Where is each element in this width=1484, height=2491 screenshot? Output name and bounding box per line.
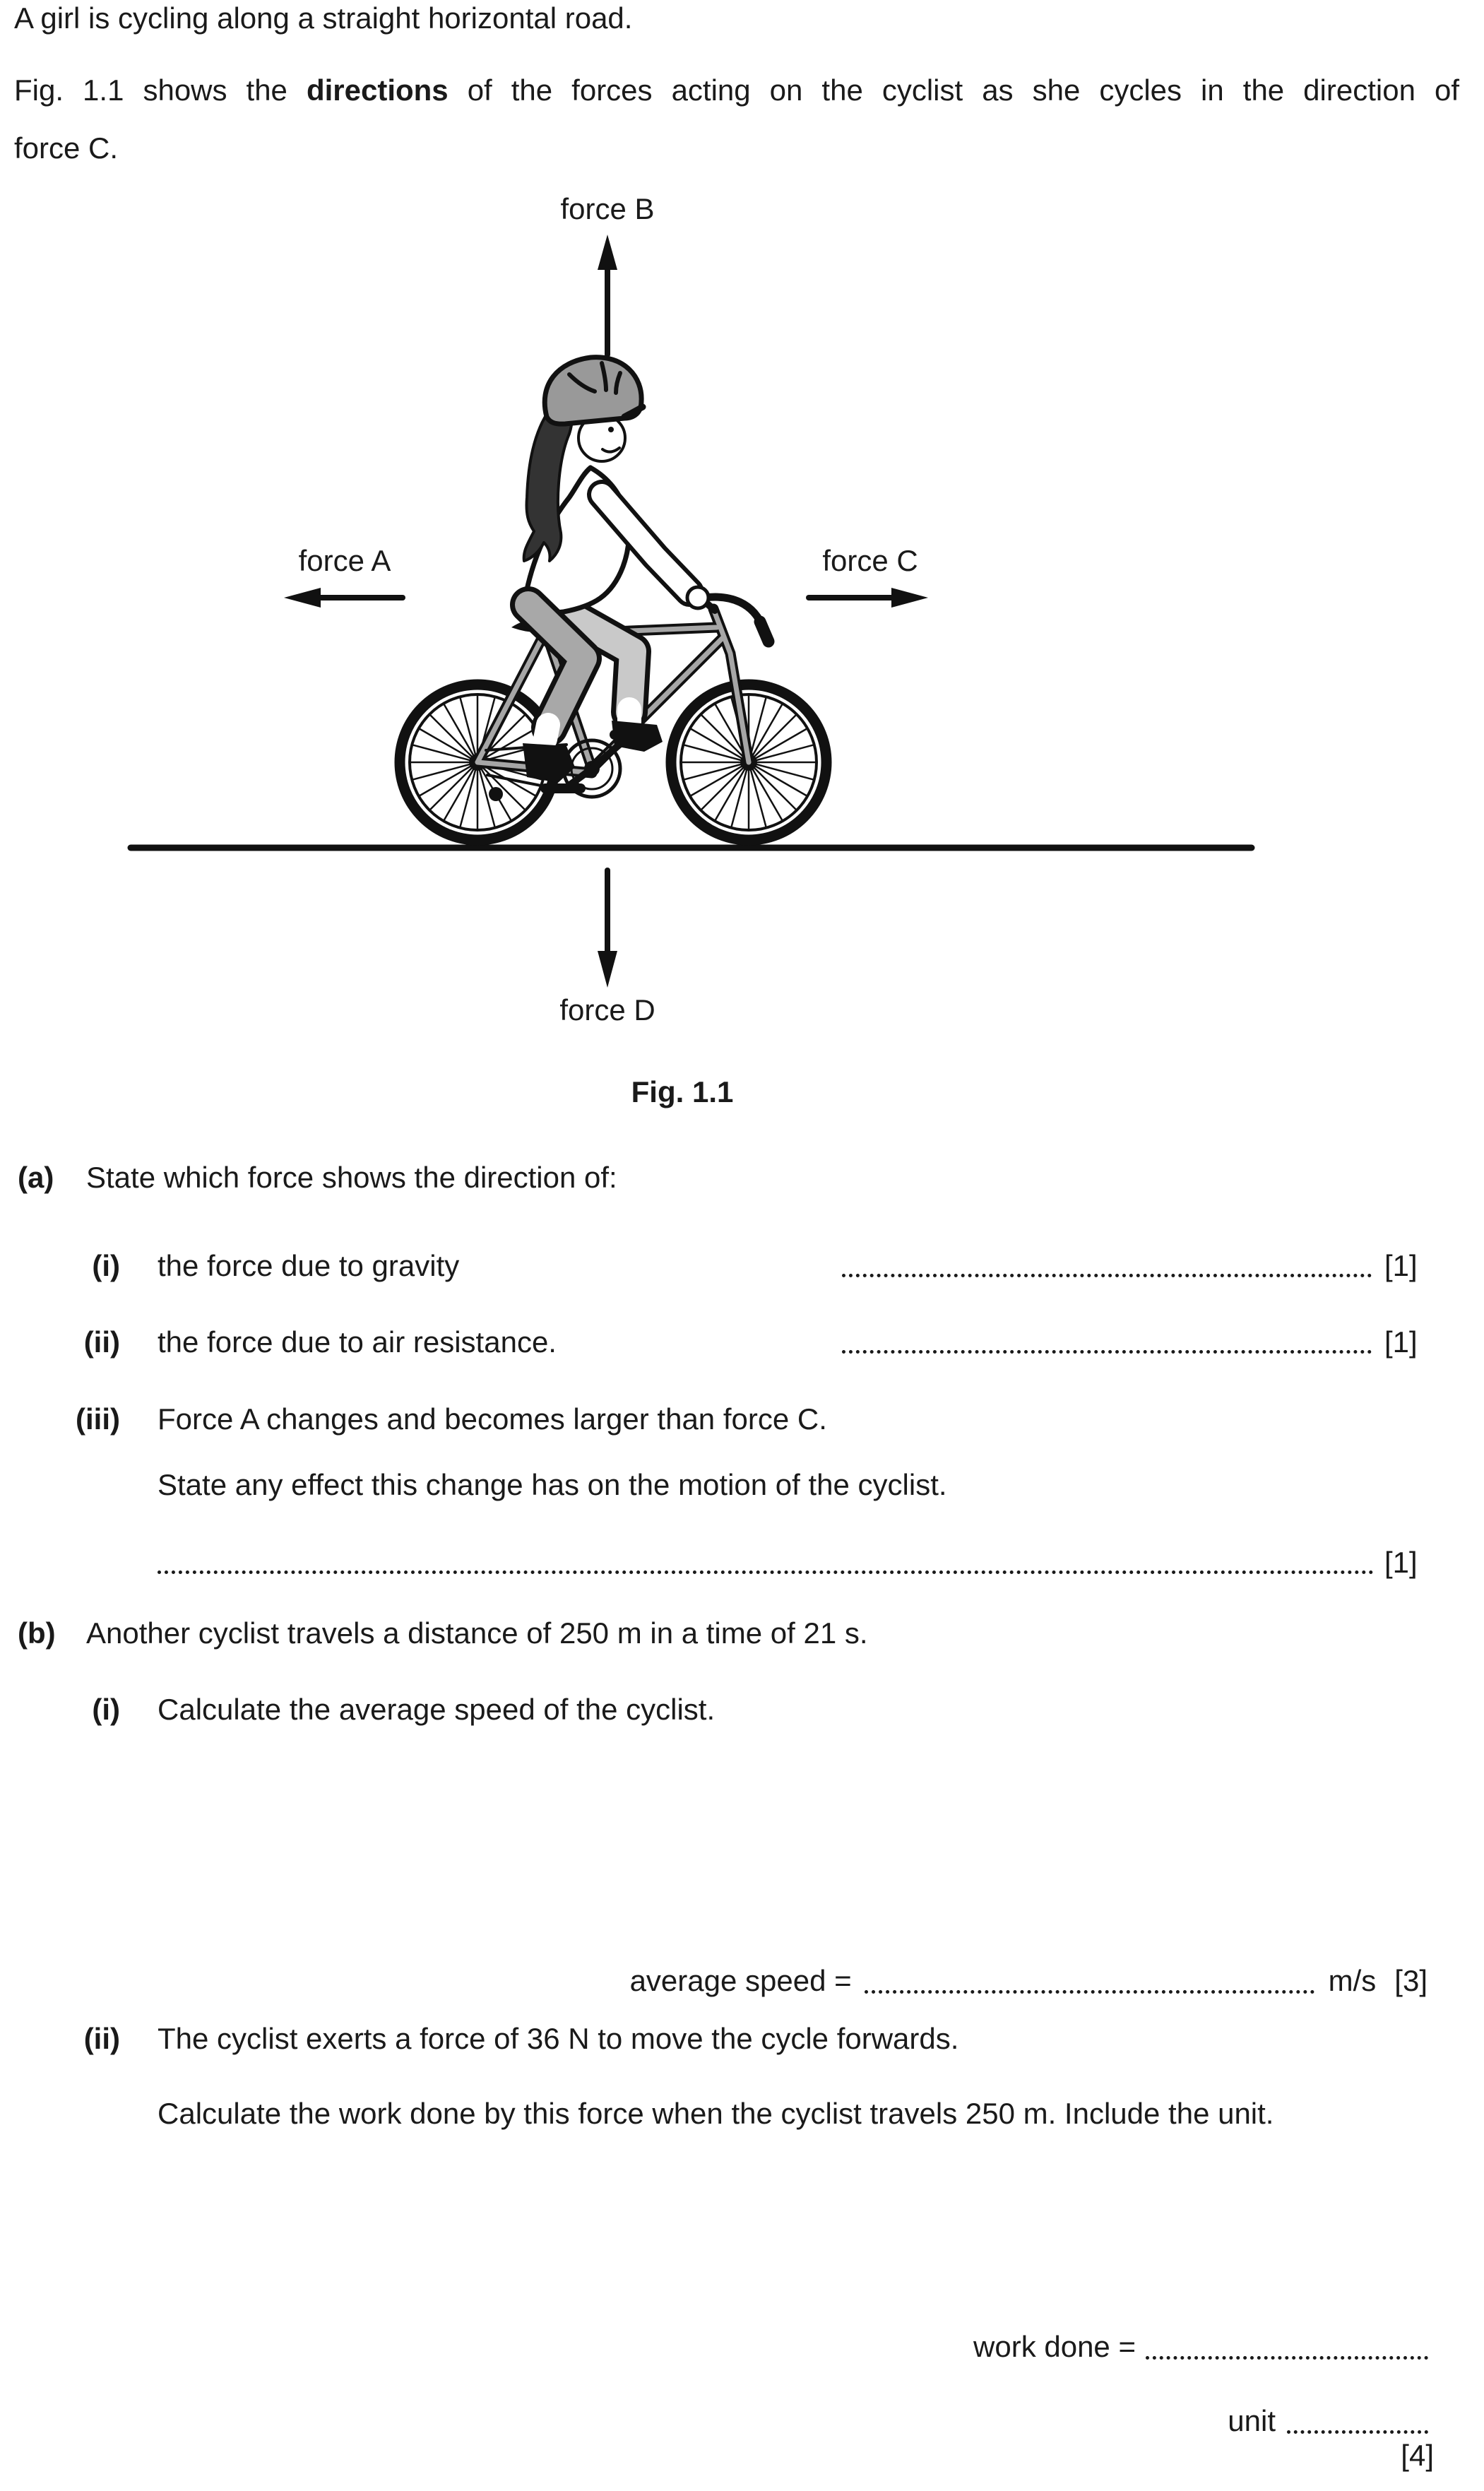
fig-sentence-pre: Fig. 1.1 shows the (14, 73, 307, 107)
average-speed-label: average speed = (629, 1964, 852, 1997)
derailleur (489, 787, 503, 801)
part-b-ii-marker: (ii) (83, 2022, 120, 2055)
fig-reference-sentence-line2: force C. (14, 131, 119, 165)
part-a-ii-mark: [1] (1384, 1325, 1418, 1359)
work-done-answer-row (973, 2330, 1428, 2364)
part-a-iii-mark: [1] (1384, 1546, 1418, 1579)
part-a-i-mark: [1] (1384, 1249, 1418, 1282)
part-a-prompt: State which force shows the direction of: (86, 1161, 617, 1194)
part-a-ii-answer-line (842, 1324, 1372, 1354)
part-b-ii-text: The cyclist exerts a force of 36 N to move the cycle forwards. (158, 2022, 959, 2055)
part-b-ii-mark: [4] (1401, 2439, 1434, 2472)
work-done-label: work done = (973, 2330, 1136, 2363)
force-a-label: force A (298, 544, 391, 577)
part-a-i-text: the force due to gravity (158, 1249, 460, 1282)
force-c-label: force C (822, 544, 918, 577)
part-a-i-marker: (i) (92, 1249, 120, 1282)
average-speed-answer-line (865, 1968, 1314, 1994)
part-b-marker: (b) (18, 1616, 56, 1650)
part-a-iii-answer-line (158, 1544, 1374, 1574)
part-a-iii-marker: (iii) (76, 1402, 120, 1436)
fig-sentence-bold-word: directions (306, 73, 449, 107)
part-a-iii-text: Force A changes and becomes larger than force C. (158, 1402, 827, 1436)
fig-sentence-post: of the forces acting on the cyclist as she cycles in the direction of (448, 73, 1459, 107)
part-a-ii-text: the force due to air resistance. (158, 1325, 557, 1359)
average-speed-answer-row (630, 1964, 1427, 1998)
force-a-arrow (284, 588, 403, 608)
fig-reference-sentence (14, 73, 1459, 107)
part-a-i-answer-line (842, 1248, 1372, 1277)
part-b-i-marker: (i) (92, 1693, 120, 1726)
figure-1-1-diagram (106, 191, 1307, 1130)
rider-hand (687, 587, 708, 608)
force-d-label: force D (559, 993, 655, 1026)
force-d-arrow (598, 870, 617, 988)
cyclist-illustration (400, 357, 826, 840)
intro-line: A girl is cycling along a straight horizontal road. (14, 1, 633, 35)
unit-label: unit (1228, 2404, 1276, 2437)
part-b-prompt: Another cyclist travels a distance of 250 m in a time of 21 s. (86, 1616, 868, 1650)
rider-near-shoe (523, 743, 575, 783)
part-a-marker: (a) (18, 1161, 54, 1194)
work-done-answer-line (1146, 2334, 1428, 2360)
average-speed-unit: m/s (1328, 1964, 1377, 1997)
part-a-iii-prompt2: State any effect this change has on the motion of the cyclist. (158, 1468, 947, 1501)
part-b-i-text: Calculate the average speed of the cyclist. (158, 1693, 716, 1726)
part-a-ii-marker: (ii) (83, 1325, 120, 1359)
unit-answer-line (1287, 2408, 1428, 2434)
force-b-arrow (598, 235, 617, 355)
part-b-ii-text2: Calculate the work done by this force when the cyclist travels 250 m. Include the unit. (158, 2097, 1274, 2130)
part-b-i-mark: [3] (1394, 1964, 1427, 1997)
force-b-label: force B (560, 192, 655, 225)
figure-caption: Fig. 1.1 (631, 1075, 734, 1108)
rider-eye (608, 427, 614, 432)
handlebar-grip (760, 622, 768, 641)
force-c-arrow (809, 588, 928, 608)
unit-answer-row (1228, 2404, 1428, 2438)
rider-near-sock (545, 725, 548, 739)
